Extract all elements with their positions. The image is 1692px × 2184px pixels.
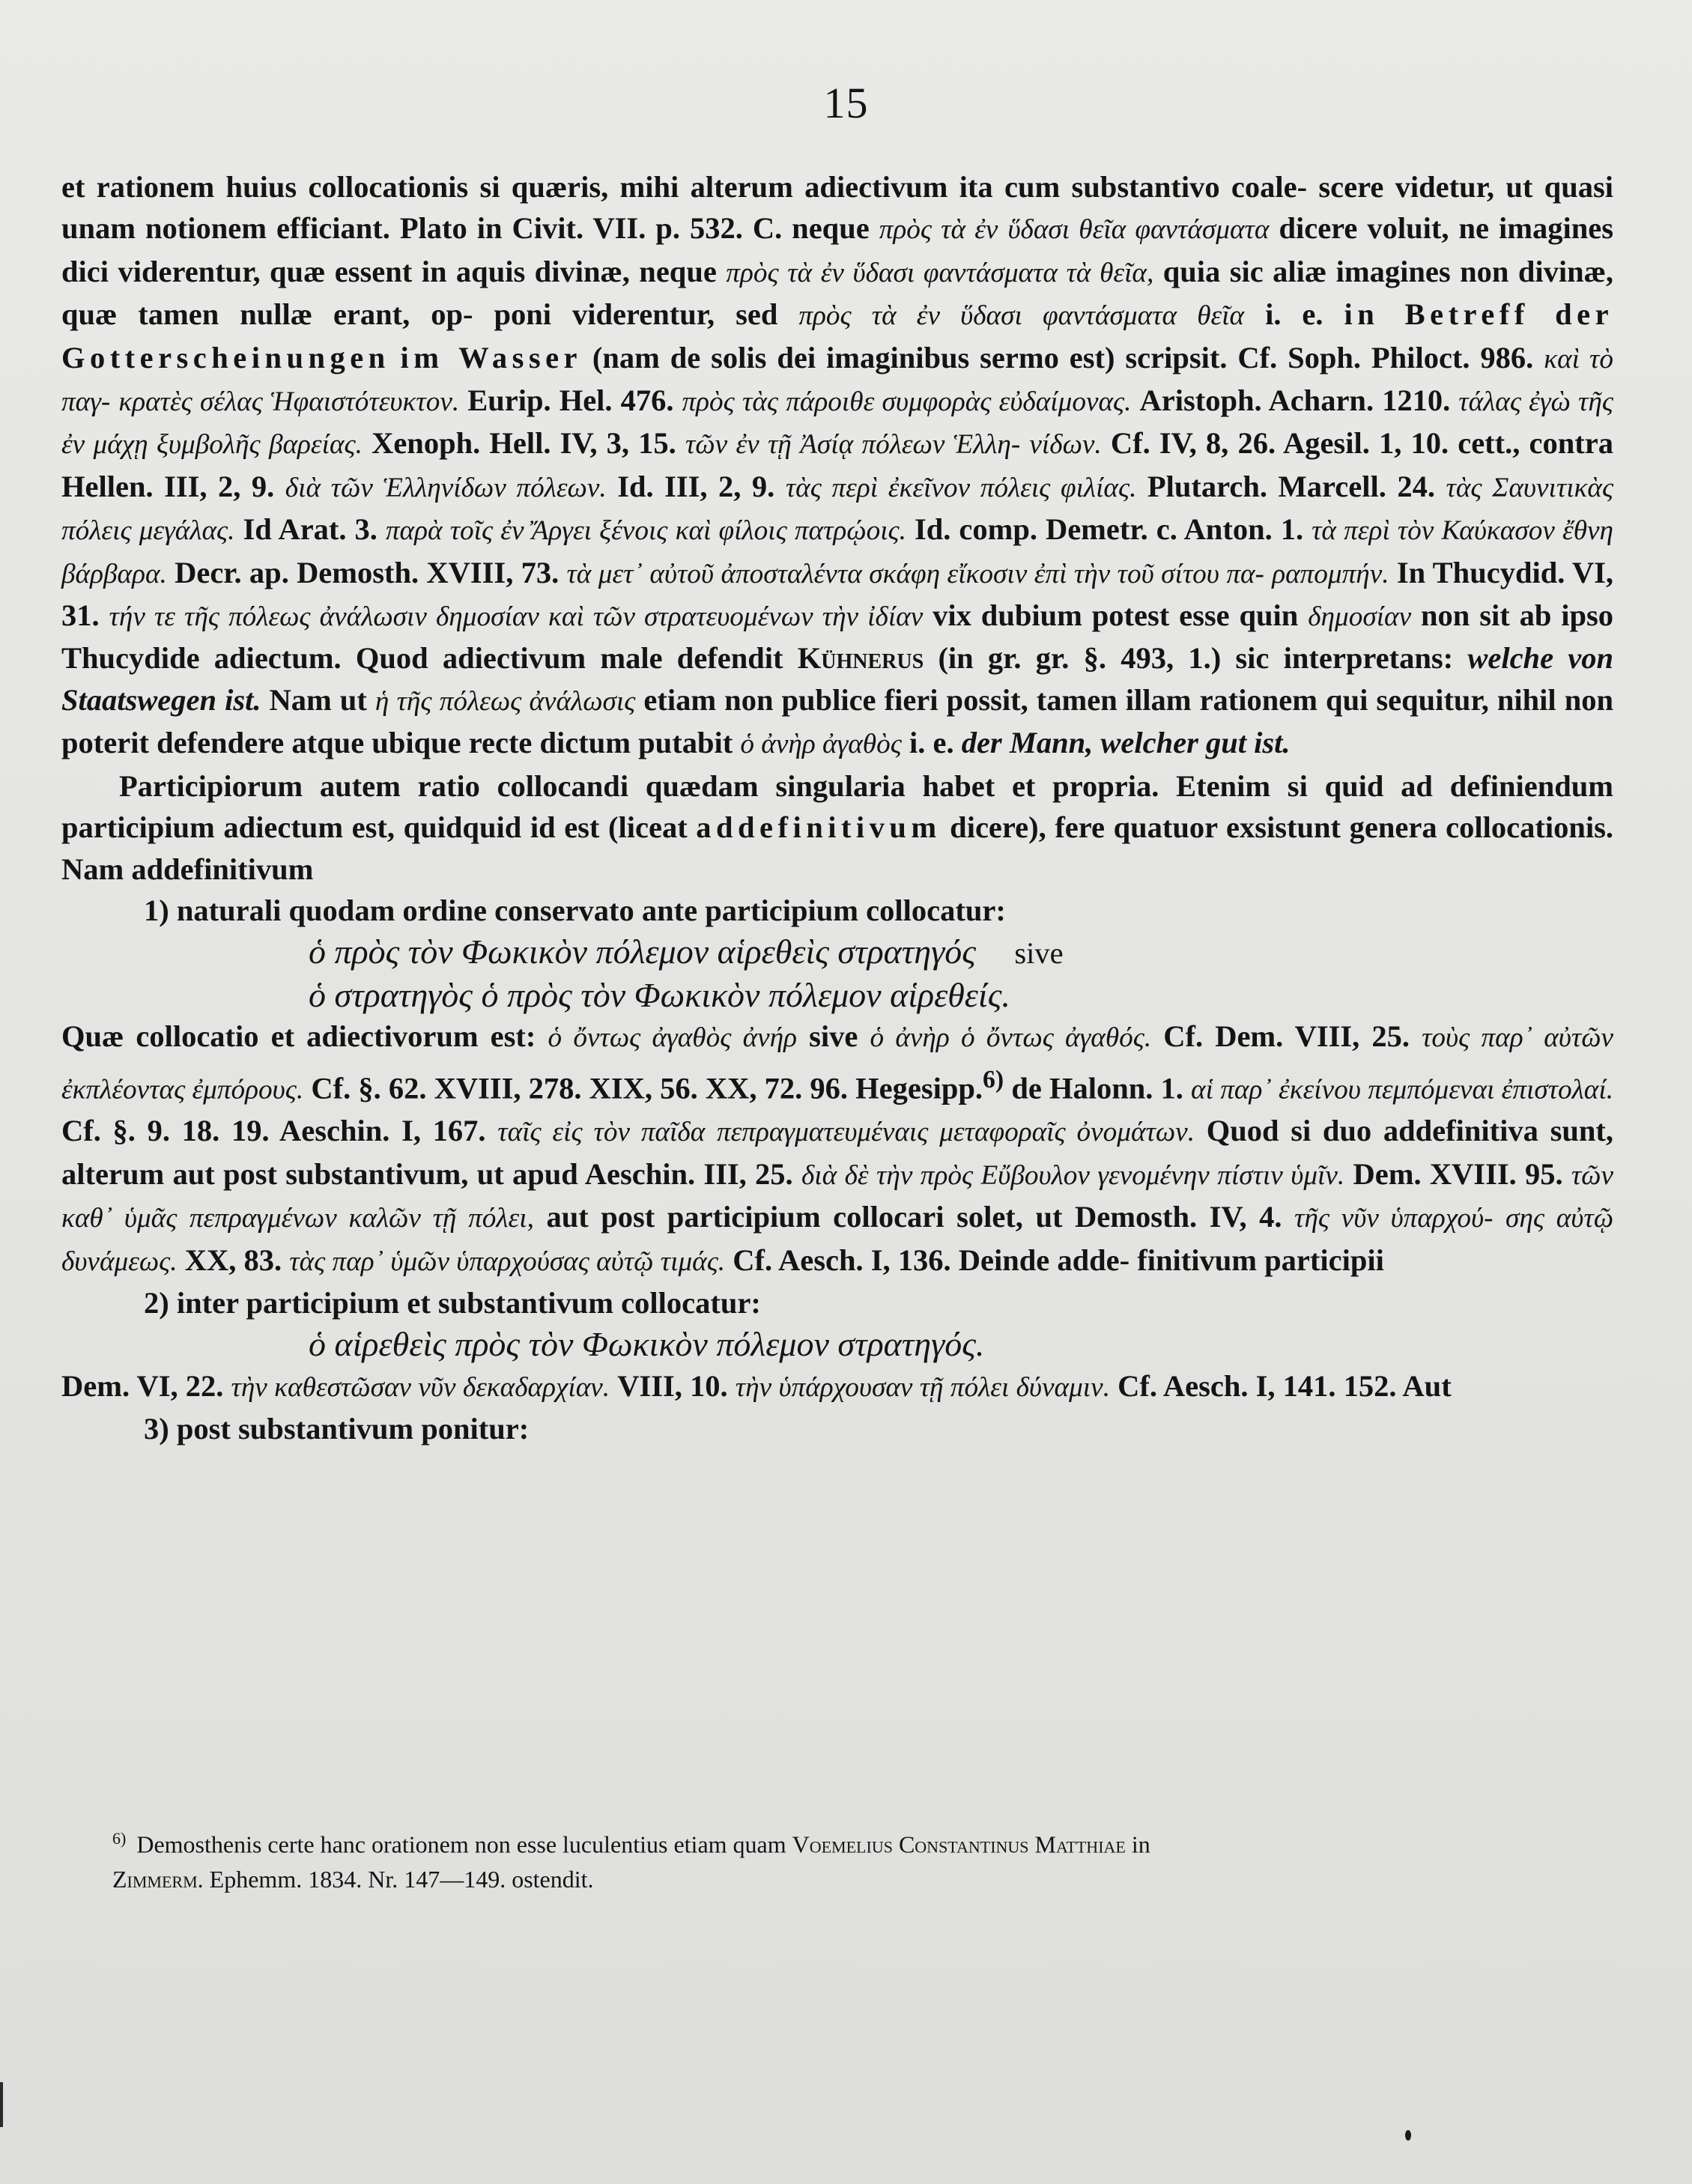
greek-example: ὁ αἱρεθεὶς πρὸς τὸν Φωκικὸν πόλεμον στρατηγός. xyxy=(309,1325,985,1364)
citation: VIII, 10. xyxy=(617,1368,728,1403)
text-line: (in gr. gr. §. 493, 1.) sic interpretans: xyxy=(938,641,1454,676)
citation: Plutarch. Marcell. 24. xyxy=(1147,469,1435,503)
greek-quote: τὰ μετ᾽ αὐτοῦ ἀποσταλέντα σκάφη εἴκοσιν ἐπὶ τὴν τοῦ σίτου πα- xyxy=(566,558,1264,589)
greek-quote: τὴν ὑπάρχουσαν τῇ πόλει δύναμιν. xyxy=(735,1371,1111,1403)
greek-quote: τὰς παρ᾽ ὑμῶν ὑπαρχούσας αὐτῷ τιμάς. xyxy=(289,1246,726,1277)
greek-quote: τάλας ἐγὼ τῆς ἐν μάχῃ ξυμβολῆς βαρείας. xyxy=(61,386,1613,461)
greek-quote: πρὸς τὰ ἐν ὕδασι φαντάσματα τὰ θεῖα, xyxy=(726,257,1154,288)
text-line: etiam non publice fieri possit, tamen illam rationem qui sequitur, nihil non xyxy=(643,682,1614,717)
greek-example xyxy=(61,931,1613,974)
text-line: Participiorum autem ratio collocandi quædam singularia habet et propria. Etenim si quid ad xyxy=(118,768,1433,803)
citation: Decr. ap. Demosth. XVIII, 73. xyxy=(175,555,560,589)
greek-quote: τοὺς παρ᾽ αὐτῶν ἐκπλέοντας ἐμπόρους. xyxy=(61,1022,1614,1105)
citation: Cf. Aesch. I, 136. Deinde adde- xyxy=(733,1243,1130,1277)
greek-quote: αἱ παρ᾽ ἐκείνου πεμπόμεναι ἐπιστολαί. xyxy=(1191,1074,1614,1105)
citation: Id Arat. 3. xyxy=(243,512,377,547)
greek-quote: ραπομπήν. xyxy=(1272,558,1389,589)
footnote-text: Demosthenis certe hanc orationem non esse luculentius etiam quam xyxy=(136,1830,786,1858)
greek-quote: παρὰ τοῖς ἐν Ἄργει ξένοις καὶ φίλοις πατρῴοις. xyxy=(385,515,906,547)
ink-speck xyxy=(1405,2130,1411,2141)
citation: Cf. §. 9. 18. 19. Aeschin. I, 167. xyxy=(61,1114,486,1148)
text-line: poni viderentur, sed xyxy=(494,297,778,332)
citation: Cf. Dem. VIII, xyxy=(1163,1019,1360,1054)
greek-quote: τῆς νῦν ὑπαρχού- xyxy=(1294,1203,1494,1234)
list-item-3: 3) post substantivum ponitur: xyxy=(144,1412,530,1446)
citation: 1210. xyxy=(1382,383,1451,418)
greek-quote: τὰς Σαυνιτικὰς πόλεις μεγάλας. xyxy=(61,472,1614,547)
greek-quote: δημοσίαν xyxy=(1308,601,1412,633)
citation: I, 141. 152. Aut xyxy=(1255,1368,1452,1403)
footnote-text: Ephemm. 1834. Nr. 147—149. ostendit. xyxy=(209,1865,594,1893)
greek-quote: βάρβαρα. xyxy=(61,558,167,589)
german-gloss: in Betreff der Gotterscheinungen xyxy=(61,297,1614,374)
text-line: defendit xyxy=(676,641,783,676)
text-line: i. e. xyxy=(909,726,954,760)
german-gloss: welche von Staatswegen ist. xyxy=(61,641,1614,717)
greek-example-text: ὁ πρὸς τὸν Φωκικὸν πόλεμον αἱρεθεὶς στρατηγός xyxy=(309,932,976,971)
citation: de Halonn. 1. xyxy=(1011,1071,1183,1105)
citation: Dem. XVIII. 95. xyxy=(1353,1156,1563,1191)
greek-quote: τὴν καθεστῶσαν νῦν δεκαδαρχίαν. xyxy=(231,1371,610,1403)
greek-quote: πεπραγματευμέναις μεταφοραῖς ὀνομάτων. xyxy=(716,1117,1195,1148)
citation: XX, 83. xyxy=(184,1243,282,1277)
citation: Cf. IV, 8, 26. Agesil. 1, 10. cett., contra Hellen. III, 2, 9. xyxy=(61,426,1613,503)
footnote-text: in xyxy=(1131,1830,1150,1858)
text-line: finitivum participii xyxy=(1137,1243,1384,1277)
citation: Aristoph. Acharn. xyxy=(1139,383,1374,418)
text-line: poterit defendere atque ubique recte dictum putabit xyxy=(61,726,733,760)
page-number: 15 xyxy=(823,79,869,127)
text-line: dicere), fere quatuor xyxy=(950,810,1218,845)
greek-quote: καὶ τὸ παγ- xyxy=(61,343,1613,418)
greek-quote: ταῖς εἰς τὸν παῖδα xyxy=(497,1117,706,1148)
paragraph-2 xyxy=(61,765,1613,890)
greek-quote: τὰ περὶ τὸν Καύκασον ἔθνη xyxy=(1312,515,1614,547)
text-line: Quæ collocatio et adiectivorum est: xyxy=(61,1019,536,1054)
text-line: i. e. xyxy=(1265,297,1323,332)
german-gloss: im Wasser xyxy=(400,340,582,374)
citation: Dem. VI, 22. xyxy=(61,1368,224,1403)
greek-quote: τῶν καθ᾽ ὑμᾶς xyxy=(61,1159,1614,1234)
greek-quote: ὁ ἀνὴρ ὁ ὄντως ἀγαθός. xyxy=(870,1022,1152,1054)
citation: Id. comp. Demetr. c. Anton. 1. xyxy=(914,512,1304,547)
greek-quote: διὰ τῶν Ἑλληνίδων πόλεων. xyxy=(285,472,607,503)
greek-quote: διὰ δὲ τὴν πρὸς Εὔβουλον γενομένην πίστιν ὑμῖν. xyxy=(801,1159,1345,1191)
greek-quote: πεπραγμένων καλῶν τῇ πόλει, xyxy=(189,1203,534,1234)
text-line: quia sic aliæ imagines non divinæ, quæ tamen nullæ erant, op- xyxy=(61,254,1613,332)
paragraph-1 xyxy=(61,166,1613,765)
text-line: definiendum participium adiectum est, quidquid id est (liceat xyxy=(61,768,1614,845)
citation: Xenoph. Hell. IV, 3, 15. xyxy=(372,426,676,461)
text-line: Quod si duo addefinitiva sunt, alterum aut post substantivum, xyxy=(61,1114,1614,1191)
greek-quote: σης αὐτῷ δυνάμεως. xyxy=(61,1203,1614,1277)
text-line: exsistunt genera collocationis. Nam addefinitivum xyxy=(61,810,1614,886)
footnote-reference: 6) xyxy=(983,1065,1004,1093)
paragraph-3 xyxy=(61,1016,1613,1282)
text-line: (nam de solis dei imaginibus sermo est) scripsit. Cf. Soph. Philoct. 986. xyxy=(592,340,1534,374)
greek-quote: ὕδασι θεῖα φαντάσματα xyxy=(1007,214,1270,246)
citation: Eurip. Hel. 476. xyxy=(467,383,674,418)
footnote xyxy=(112,1821,1603,1896)
citation: Cf. §. 62. XVIII, 278. XIX, 56. XX, 72. 96. Hegesipp. xyxy=(311,1071,983,1105)
citation: In Thucydid. VI, 31. xyxy=(61,555,1614,633)
citation: ut apud Aeschin. III, 25. xyxy=(476,1156,793,1191)
text-line: aut post participium collocari solet, ut Demosth. IV, 4. xyxy=(546,1200,1282,1234)
list-item-1: 1) naturali quodam ordine conservato ante participium collocatur: xyxy=(144,893,1006,927)
greek-quote: νίδων. xyxy=(1029,429,1102,461)
citation: 25. xyxy=(1371,1019,1410,1054)
citation: 2, 9. xyxy=(718,469,775,503)
text-line: Nam ut xyxy=(269,682,367,717)
list-item-2: 2) inter participium et substantivum collocatur: xyxy=(144,1286,761,1320)
conjunction: sive xyxy=(1014,936,1064,971)
text-line: non sit ab ipso Thucydide adiectum. Quod adiectivum male xyxy=(61,598,1614,676)
greek-quote: ὁ ἀνὴρ ἀγαθὸς xyxy=(740,729,902,760)
footnote-mark: 6) xyxy=(112,1829,127,1848)
text-line: sive xyxy=(809,1019,858,1054)
page-edge-mark xyxy=(0,2082,3,2127)
greek-quote: πρὸς τὰς πάροιθε συμφορὰς εὐδαίμονας. xyxy=(682,386,1132,418)
german-gloss: der Mann, welcher gut ist. xyxy=(961,726,1291,760)
text-line: et rationem huius collocationis si quæris, mihi alterum adiectivum ita cum substantivo coale- xyxy=(61,170,1308,204)
text-line: vix dubium potest esse quin xyxy=(933,598,1299,633)
text-line: dicere voluit, ne imagines dici viderentur, quæ essent in aquis divinæ, neque xyxy=(61,211,1614,288)
greek-quote: πρὸς τὰ ἐν ὕδασι φαντάσματα θεῖα xyxy=(798,300,1245,332)
greek-quote: τὰς περὶ ἐκεῖνον πόλεις φιλίας. xyxy=(785,472,1137,503)
greek-quote: τῶν ἐν τῇ Ἀσίᾳ πόλεων Ἑλλη- xyxy=(685,429,1021,461)
footnote-names: Voemelius Constantinus Matthiae xyxy=(792,1830,1126,1858)
greek-example: ὁ στρατηγὸς ὁ πρὸς τὸν Φωκικὸν πόλεμον αἱρεθείς. xyxy=(309,975,1010,1014)
greek-quote: κρατὲς σέλας Ἡφαιστότευκτον. xyxy=(118,386,460,418)
citation: Cf. Aesch. xyxy=(1118,1368,1249,1403)
greek-quote: ὁ ὄντως ἀγαθὸς ἀνήρ xyxy=(548,1022,798,1054)
author-name: Kühnerus xyxy=(797,641,924,676)
text-line: scere videtur, ut quasi unam notionem efficiant. Plato in Civit. VII. p. 532. C. neque xyxy=(61,170,1613,246)
main-text xyxy=(61,166,1613,1450)
term: addefinitivum xyxy=(696,810,941,845)
citation: Id. III, xyxy=(617,469,708,503)
paragraph-4 xyxy=(61,1365,1613,1408)
greek-quote: τήν τε τῆς πόλεως ἀνάλωσιν δημοσίαν καὶ τῶν στρατευομένων τὴν ἰδίαν xyxy=(109,601,924,633)
greek-quote: πρὸς τὰ ἐν xyxy=(879,214,998,246)
footnote-names: Zimmerm. xyxy=(112,1865,204,1893)
greek-quote: ἡ τῆς πόλεως ἀνάλωσις xyxy=(375,685,636,717)
